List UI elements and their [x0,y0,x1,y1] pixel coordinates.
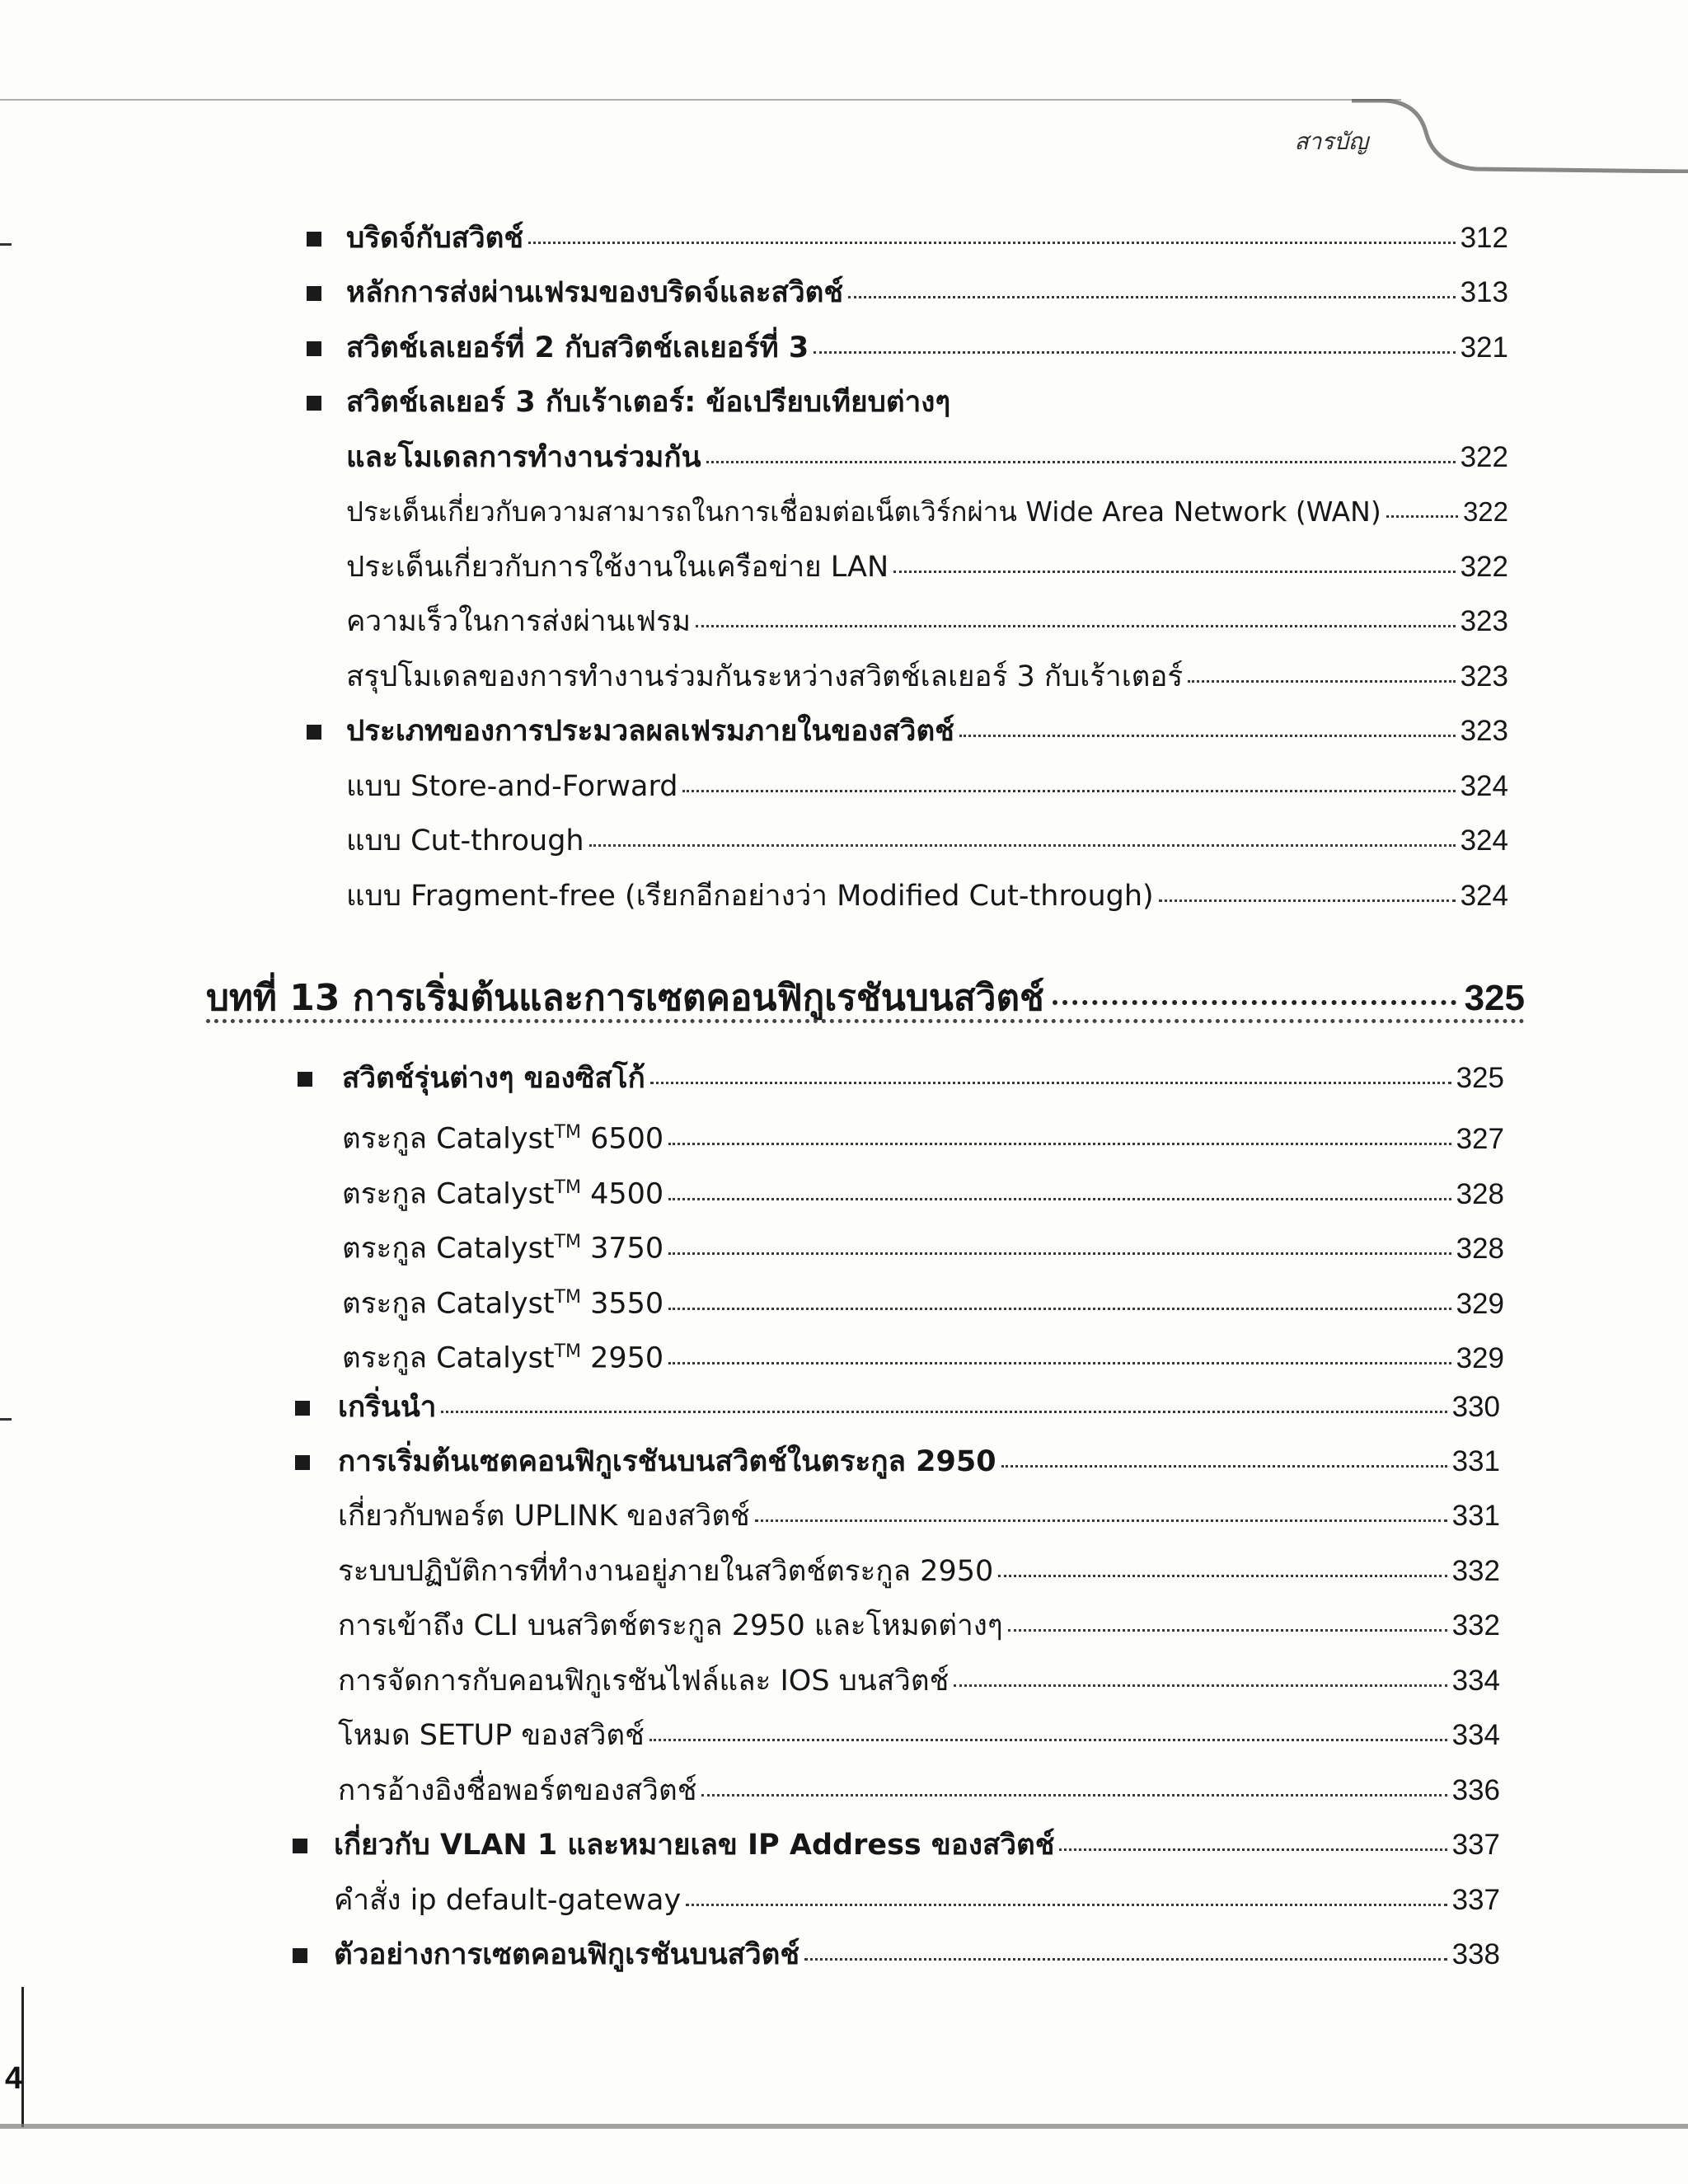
toc-entry-page: 321 [1460,331,1508,364]
bullet-icon [307,725,321,740]
toc-entry-label: แบบ Fragment-free (เรียกอีกอย่างว่า Modified Cut-through) [346,880,1154,913]
toc-entry-label: หลักการส่งผ่านเฟรมของบริดจ์และสวิตช์ [346,276,844,309]
dot-leader [668,1360,1451,1364]
toc-entry-page: 327 [1456,1122,1504,1155]
toc-entry[interactable] [346,492,1508,532]
toc-entry-page: 323 [1460,715,1508,747]
dot-leader [893,569,1455,573]
toc-entry-page: 324 [1460,824,1508,857]
dot-leader [589,843,1456,847]
dot-leader [686,1902,1447,1906]
margin-mark [0,243,12,246]
toc-entry[interactable] [334,1825,1500,1865]
toc-entry-label: โหมด SETUP ของสวิตช์ [338,1719,645,1752]
toc-entry-page: 330 [1451,1391,1500,1423]
dot-leader [668,1306,1451,1310]
toc-entry[interactable] [338,1442,1500,1482]
toc-entry-label: เกริ่นนำ [338,1391,437,1424]
toc-entry-page: 334 [1451,1719,1500,1751]
toc-entry[interactable] [338,1552,1500,1591]
bullet-icon [307,341,321,356]
page-number: 4 [5,2061,23,2096]
toc-entry[interactable] [346,438,1508,477]
toc-entry[interactable] [338,1661,1500,1701]
toc-entry[interactable] [346,273,1508,312]
toc-entry-label: สวิตช์รุ่นต่างๆ ของซิสโก้ [342,1062,645,1095]
toc-entry-page: 337 [1451,1829,1500,1861]
toc-entry-label: เกี่ยวกับ VLAN 1 และหมายเลข IP Address ของสวิตช์ [334,1829,1055,1862]
dot-leader [804,1956,1447,1961]
bullet-icon [293,1948,307,1963]
toc-entry-label: สรุปโมเดลของการทำงานร่วมกันระหว่างสวิตช์เลเยอร์ 3 กับเร้าเตอร์ [346,660,1184,693]
dot-leader [1001,1463,1447,1468]
toc-entry-page: 334 [1451,1665,1500,1697]
bullet-icon [298,1072,312,1087]
toc-entry-label: ประเด็นเกี่ยวกับความสามารถในการเชื่อมต่อเน็ตเวิร์กผ่าน Wide Area Network (WAN) [346,496,1381,528]
bullet-icon [293,1839,307,1853]
toc-entry-label: คำสั่ง ip default-gateway [334,1884,682,1917]
toc-entry-page: 332 [1451,1609,1500,1642]
toc-entry-label: การอ้างอิงชื่อพอร์ตของสวิตช์ [338,1774,697,1807]
dot-leader [848,294,1455,298]
dot-leader [1386,514,1458,518]
dot-leader [755,1518,1447,1522]
toc-entry-page: 313 [1460,276,1508,308]
toc-entry-label: ตระกูล Catalyst™ 3750 [342,1232,664,1266]
dot-leader [650,1080,1451,1084]
toc-entry-page: 329 [1456,1287,1504,1320]
toc-entry-page: 328 [1456,1232,1504,1265]
toc-entry-page: 324 [1460,770,1508,802]
toc-entry-page: 323 [1460,605,1508,637]
toc-entry-page: 337 [1451,1884,1500,1916]
toc-entry-page: 312 [1460,222,1508,254]
toc-entry-label: ตระกูล Catalyst™ 4500 [342,1177,664,1211]
toc-entry[interactable] [346,657,1508,697]
toc-entry-label: ตัวอย่างการเซตคอนฟิกูเรชันบนสวิตช์ [334,1938,800,1971]
toc-entry-page: 323 [1460,660,1508,693]
toc-entry[interactable] [346,821,1508,861]
header-title: สารบัญ [1294,128,1368,155]
dot-leader [441,1409,1447,1413]
toc-entry[interactable] [346,218,1508,258]
toc-entry[interactable] [342,1332,1504,1379]
dot-leader [682,788,1455,792]
margin-mark [0,1418,12,1421]
header-curve [1352,99,1688,173]
toc-entry-label: ประเภทของการประมวลผลเฟรมภายในของสวิตช์ [346,715,954,748]
toc-entry-label: ตระกูล Catalyst™ 2950 [342,1341,664,1375]
toc-entry-label: ตระกูล Catalyst™ 3550 [342,1287,664,1321]
bullet-icon [307,232,321,247]
toc-entry[interactable] [338,1771,1500,1811]
toc-entry-page: 322 [1462,496,1508,527]
dot-leader [696,623,1456,627]
toc-entry-page: 322 [1460,441,1508,473]
toc-entry[interactable] [346,767,1508,806]
toc-entry-label: แบบ Store-and-Forward [346,770,678,803]
dot-leader [528,240,1455,244]
footer-rule [0,2124,1688,2129]
dot-leader [1159,898,1456,902]
chapter-heading[interactable] [206,969,1525,1018]
toc-entry-label: ความเร็วในการส่งผ่านเฟรม [346,605,692,638]
toc-entry-label: แบบ Cut-through [346,824,584,857]
toc-entry[interactable] [342,1168,1504,1214]
toc-entry[interactable] [342,1113,1504,1159]
toc-entry[interactable] [346,602,1508,641]
toc-entry-label: เกี่ยวกับพอร์ต UPLINK ของสวิตช์ [338,1500,750,1533]
toc-entry-label: การเข้าถึง CLI บนสวิตช์ตระกูล 2950 และโหมดต่างๆ [338,1609,1003,1642]
toc-entry-label: ระบบปฏิบัติการที่ทำงานอยู่ภายในสวิตช์ตระกูล 2950 [338,1555,994,1588]
dot-leader [701,1792,1447,1797]
bullet-icon [295,1401,310,1416]
header-rule [0,99,1401,101]
dot-leader [1008,1627,1447,1632]
toc-entry[interactable] [346,547,1508,587]
toc-entry-page: 331 [1451,1445,1500,1477]
toc-entry-label: สวิตช์เลเยอร์ที่ 2 กับสวิตช์เลเยอร์ที่ 3 [346,331,809,364]
toc-entry[interactable] [334,1881,1500,1920]
chapter-page: 325 [1464,978,1525,1018]
toc-entry[interactable] [346,328,1508,368]
toc-entry-label: สวิตช์เลเยอร์ 3 กับเร้าเตอร์: ข้อเปรียบเทียบต่างๆ [346,386,951,419]
toc-entry[interactable] [342,1223,1504,1269]
dot-leader [998,1573,1447,1577]
toc-entry[interactable] [342,1059,1504,1098]
toc-entry[interactable] [346,383,950,422]
toc-entry[interactable] [346,712,1508,751]
toc-entry-page: 324 [1460,880,1508,912]
toc-entry-label: การจัดการกับคอนฟิกูเรชันไฟล์และ IOS บนสวิตช์ [338,1665,950,1698]
bullet-icon [307,396,321,411]
toc-entry-label: การเริ่มต้นเซตคอนฟิกูเรชันบนสวิตช์ในตระกูล 2950 [338,1445,996,1478]
dot-leader [959,733,1456,737]
toc-entry-page: 338 [1451,1938,1500,1970]
chapter-title: บทที่ 13 การเริ่มต้นและการเซตคอนฟิกูเรชันบนสวิตช์ [206,977,1044,1019]
toc-entry-label: ประเด็นเกี่ยวกับการใช้งานในเครือข่าย LAN [346,551,889,584]
toc-entry[interactable] [338,1716,1500,1755]
dot-leader [649,1737,1447,1741]
toc-entry[interactable] [338,1388,1500,1427]
chapter-underline-dots [206,1019,1525,1023]
toc-entry-page: 331 [1451,1500,1500,1532]
toc-entry[interactable] [338,1606,1500,1646]
bullet-icon [295,1455,310,1470]
toc-entry-label: และโมเดลการทำงานร่วมกัน [346,441,701,474]
toc-entry-page: 328 [1456,1177,1504,1210]
toc-entry[interactable] [342,1278,1504,1324]
page-edge-bar [21,1987,24,2127]
toc-entry-page: 332 [1451,1555,1500,1587]
toc-entry-label: ตระกูล Catalyst™ 6500 [342,1122,664,1156]
bullet-icon [307,286,321,301]
dot-leader [954,1683,1447,1687]
toc-entry[interactable] [346,876,1508,916]
chapter-dot-leader [1053,1000,1456,1005]
toc-entry-label: บริดจ์กับสวิตช์ [346,222,524,255]
toc-entry[interactable] [334,1935,1500,1975]
dot-leader [1059,1847,1447,1851]
toc-entry[interactable] [338,1496,1500,1536]
toc-entry-page: 329 [1456,1341,1504,1374]
dot-leader [1188,679,1455,683]
dot-leader [814,350,1455,354]
dot-leader [668,1196,1451,1200]
dot-leader [668,1251,1451,1255]
toc-entry-page: 336 [1451,1774,1500,1806]
dot-leader [706,459,1456,463]
dot-leader [668,1141,1451,1145]
toc-entry-page: 322 [1460,551,1508,583]
toc-entry-page: 325 [1456,1062,1504,1094]
